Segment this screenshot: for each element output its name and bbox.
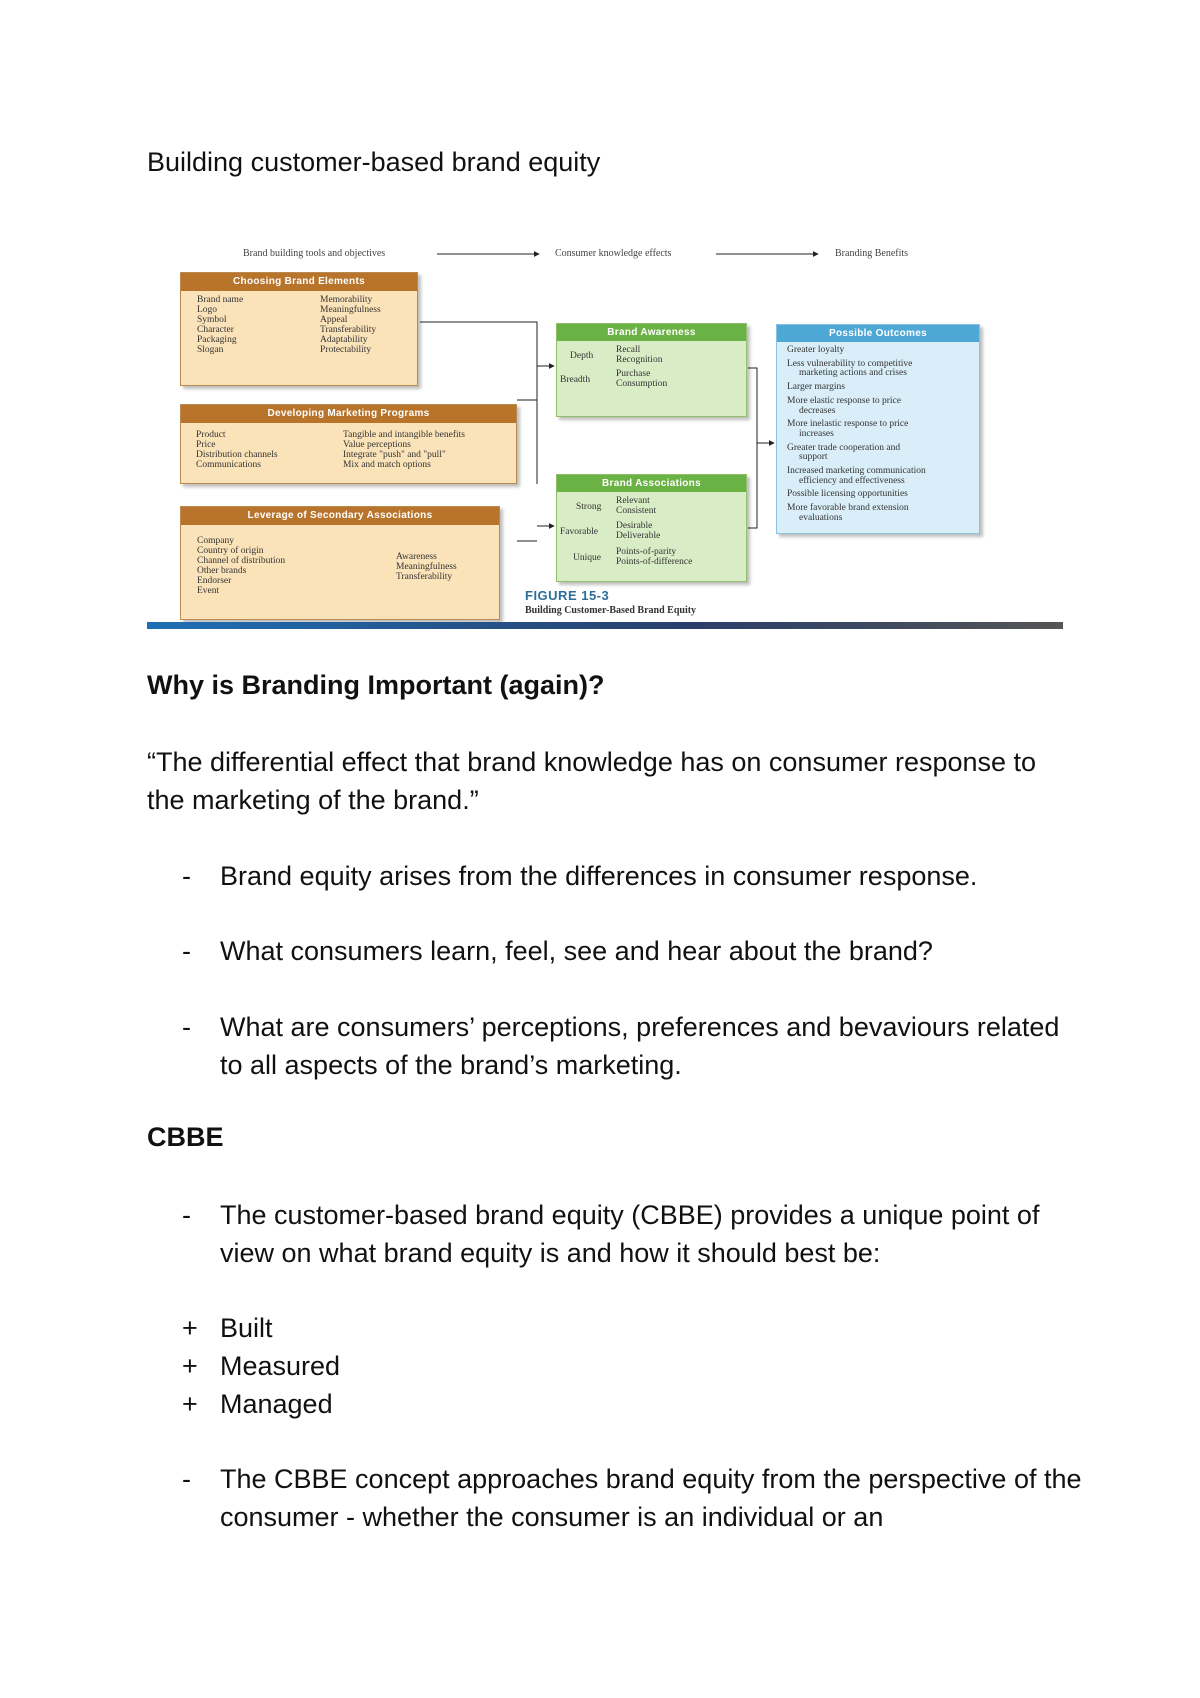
- associations-label-unique: Unique: [573, 553, 601, 563]
- dash-marker: -: [182, 936, 191, 966]
- dash-marker: -: [182, 861, 191, 891]
- leverage-criteria-item: Meaningfulness: [396, 562, 457, 572]
- choosing-criteria-list: [320, 295, 381, 355]
- element-item: Character: [197, 325, 234, 335]
- program-item: Price: [196, 440, 216, 450]
- brand-equity-figure: [147, 238, 1063, 630]
- associations-label-favorable: Favorable: [560, 527, 598, 537]
- dash-marker: -: [182, 1012, 191, 1042]
- choosing-brand-elements-title: Choosing Brand Elements: [181, 273, 417, 291]
- program-benefit: Integrate "push" and "pull": [343, 450, 446, 460]
- choosing-elements-list: [197, 295, 243, 355]
- awareness-label-breadth: Breadth: [560, 375, 591, 385]
- program-item: Product: [196, 430, 226, 440]
- brand-awareness-title: Brand Awareness: [557, 324, 746, 341]
- element-item: Packaging: [197, 335, 237, 345]
- element-item: Logo: [197, 305, 218, 315]
- program-benefit: Value perceptions: [343, 440, 411, 450]
- program-item: Distribution channels: [196, 450, 278, 460]
- figure-title: Building Customer-Based Brand Equity: [525, 605, 697, 616]
- plus-item: [182, 1347, 1082, 1385]
- source-item: Channel of distribution: [197, 556, 286, 566]
- bullet-item: [182, 1196, 1082, 1272]
- bullet-item: [182, 932, 1082, 970]
- bullet-item: [182, 1460, 1082, 1536]
- association-item: Points-of-difference: [616, 557, 693, 567]
- possible-outcomes-title: Possible Outcomes: [777, 325, 979, 342]
- criteria-item: Transferability: [320, 325, 377, 335]
- criteria-item: Meaningfulness: [320, 305, 381, 315]
- figure-header-tools: Brand building tools and objectives: [243, 248, 386, 259]
- criteria-item: Memorability: [320, 295, 373, 305]
- outcome-item: Greater trade cooperation and: [787, 442, 901, 453]
- program-elements-list: [196, 430, 278, 470]
- bullet-text: What consumers learn, feel, see and hear about the brand?: [220, 936, 933, 966]
- definition-quote: “The differential effect that brand knowledge has on consumer response to the marketing of the brand.”: [147, 747, 1037, 815]
- association-item: Deliverable: [616, 531, 661, 541]
- plus-marker: +: [182, 1389, 198, 1419]
- source-item: Event: [197, 586, 220, 596]
- plus-text: Measured: [220, 1351, 341, 1381]
- plus-marker: +: [182, 1313, 198, 1343]
- figure-caption: [525, 588, 696, 616]
- awareness-item: Consumption: [616, 379, 668, 389]
- associations-strong-items: [616, 496, 656, 516]
- element-item: Slogan: [197, 345, 224, 355]
- program-benefit: Mix and match options: [343, 460, 431, 470]
- outcome-item: More inelastic response to price: [787, 419, 909, 430]
- dash-marker: -: [182, 1464, 191, 1494]
- outcome-item: Greater loyalty: [787, 345, 845, 355]
- awareness-depth-items: [616, 345, 662, 365]
- outcome-item: Increased marketing communication: [787, 466, 926, 477]
- outcomes-list: [787, 346, 926, 524]
- secondary-criteria-list: [396, 552, 457, 582]
- section-heading-why-branding: Why is Branding Important (again)?: [147, 670, 605, 700]
- outcome-item: marketing actions and crises: [799, 368, 907, 379]
- leverage-criteria-item: Awareness: [396, 552, 437, 562]
- association-item: Desirable: [616, 521, 653, 531]
- awareness-item: Recall: [616, 345, 641, 355]
- source-item: Company: [197, 536, 234, 546]
- outcome-item: More elastic response to price: [787, 395, 901, 406]
- plus-item: [182, 1385, 1082, 1423]
- bullet-item: [182, 1008, 1082, 1084]
- page-title: Building customer-based brand equity: [147, 147, 601, 177]
- source-item: Endorser: [197, 576, 232, 586]
- bullet-text: The customer-based brand equity (CBBE) provides a unique point of view on what brand equity is and how it should best be:: [220, 1200, 1040, 1268]
- element-item: Brand name: [197, 295, 244, 305]
- source-item: Other brands: [197, 566, 247, 576]
- developing-programs-title: Developing Marketing Programs: [181, 405, 516, 423]
- outcome-item: efficiency and effectiveness: [799, 475, 905, 486]
- leverage-criteria-item: Transferability: [396, 572, 453, 582]
- outcome-item: Larger margins: [787, 382, 845, 393]
- associations-favorable-items: [616, 521, 660, 541]
- program-benefit: Tangible and intangible benefits: [343, 430, 466, 440]
- outcome-item: increases: [799, 428, 834, 439]
- outcome-item: Possible licensing opportunities: [787, 489, 908, 500]
- association-item: Relevant: [616, 496, 650, 506]
- outcome-item: More favorable brand extension: [787, 503, 909, 514]
- criteria-item: Appeal: [320, 315, 348, 325]
- outcome-item: evaluations: [799, 512, 843, 523]
- dash-marker: -: [182, 1200, 191, 1230]
- associations-label-strong: Strong: [576, 502, 602, 512]
- figure-header-knowledge: Consumer knowledge effects: [555, 248, 672, 259]
- bullet-text: Brand equity arises from the differences in consumer response.: [220, 861, 978, 891]
- awareness-item: Purchase: [616, 369, 651, 379]
- awareness-item: Recognition: [616, 355, 663, 365]
- bullet-text: What are consumers’ perceptions, preferences and bevaviours related to all aspects of the brand’s marketing.: [220, 1012, 1060, 1080]
- plus-item: [182, 1309, 1082, 1347]
- criteria-item: Protectability: [320, 345, 372, 355]
- association-item: Consistent: [616, 506, 657, 516]
- source-item: Country of origin: [197, 546, 264, 556]
- outcome-item: support: [799, 452, 828, 463]
- plus-text: Managed: [220, 1389, 333, 1419]
- association-item: Points-of-parity: [616, 547, 677, 557]
- criteria-item: Adaptability: [320, 335, 368, 345]
- element-item: Symbol: [197, 315, 227, 325]
- bullet-item: [182, 857, 1082, 895]
- associations-unique-items: [616, 547, 692, 567]
- program-item: Communications: [196, 460, 261, 470]
- outcome-item: Less vulnerability to competitive: [787, 358, 913, 369]
- brand-associations-title: Brand Associations: [557, 475, 746, 492]
- figure-header-benefits: Branding Benefits: [835, 248, 909, 259]
- awareness-label-depth: Depth: [570, 351, 594, 361]
- leverage-associations-title: Leverage of Secondary Associations: [181, 507, 499, 525]
- awareness-breadth-items: [616, 369, 667, 389]
- secondary-sources-list: [197, 536, 285, 596]
- section-heading-cbbe: CBBE: [147, 1122, 224, 1152]
- plus-text: Built: [220, 1313, 273, 1343]
- program-benefits-list: [343, 430, 465, 470]
- plus-marker: +: [182, 1351, 198, 1381]
- figure-bottom-bar: [147, 622, 1063, 629]
- outcome-item: decreases: [799, 405, 836, 416]
- bullet-text: The CBBE concept approaches brand equity from the perspective of the consumer - whether the consumer is an individual or an: [220, 1464, 1082, 1532]
- figure-number: FIGURE 15-3: [525, 588, 610, 603]
